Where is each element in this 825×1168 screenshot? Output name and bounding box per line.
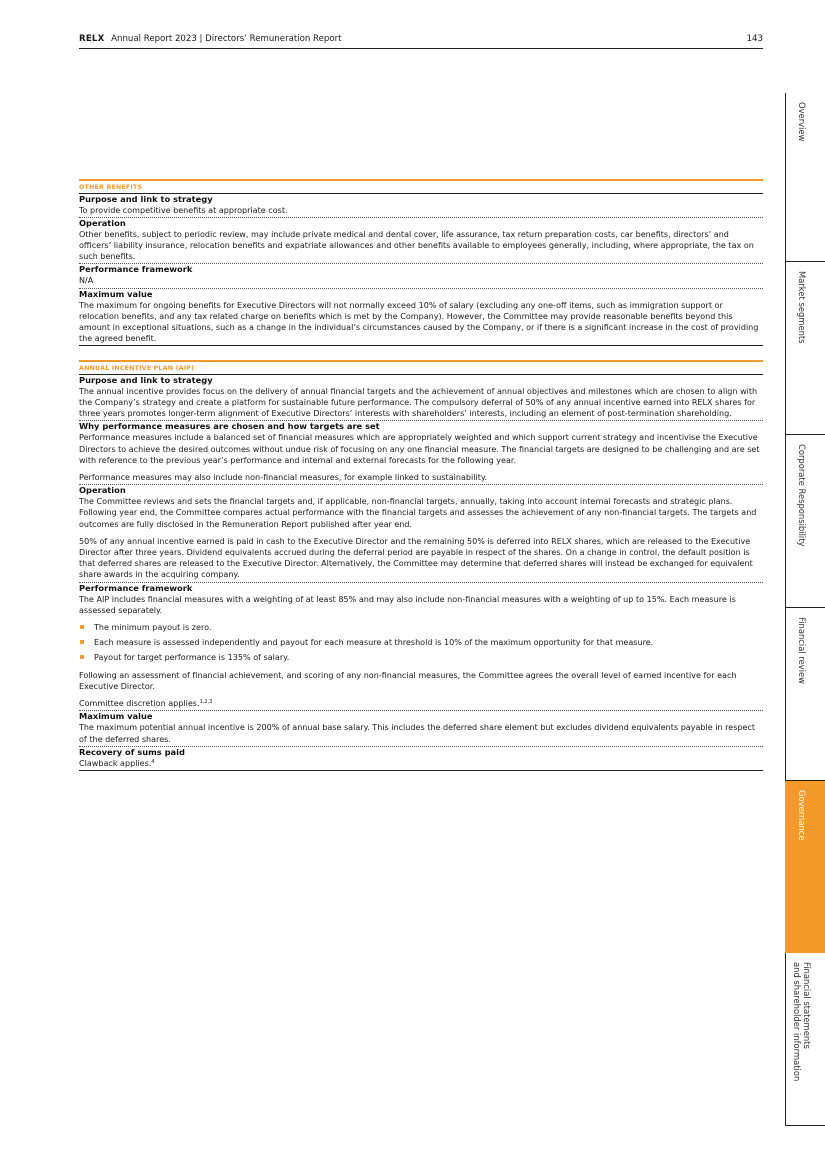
side-tab-market-segments[interactable] xyxy=(785,262,825,435)
purpose-text: The annual incentive provides focus on the delivery of annual financial targets and the achievement of annual objectives and milestones which are chosen to align with the Company’s strategy and create a platform for sustainable future performance. The compulsory deferral of 50% of any annual incentive earned into RELX shares for three years promotes longer-term alignment of Executive Directors’ interests with shareholders’ interests, including an element of post-termination shareholding. xyxy=(79,386,758,419)
bullet-text: The minimum payout is zero. xyxy=(94,623,212,633)
performance-text: The AIP includes financial measures with a weighting of at least 85% and may also include non-financial measures with a weighting of up to 15%. Each measure is assessed separately. xyxy=(79,594,736,615)
side-tab-corporate-responsibility[interactable] xyxy=(785,435,825,608)
why-measures-heading: Why performance measures are chosen and how targets are set xyxy=(79,421,380,432)
brand-name: RELX xyxy=(79,34,105,44)
side-tab-label: Governance xyxy=(797,790,807,841)
why-measures-block xyxy=(79,421,763,485)
discretion-text xyxy=(79,698,763,709)
maximum-block xyxy=(79,711,763,746)
side-tab-label: Financial statements and shareholder information xyxy=(792,962,812,1082)
recovery-heading: Recovery of sums paid xyxy=(79,746,185,757)
recovery-text xyxy=(79,758,763,769)
operation-heading: Operation xyxy=(79,485,126,496)
side-tab-label: Overview xyxy=(797,102,807,142)
purpose-heading: Purpose and link to strategy xyxy=(79,374,213,385)
operation-block xyxy=(79,485,763,582)
bullet-list xyxy=(79,622,763,664)
performance-heading: Performance framework xyxy=(79,264,193,275)
bullet-text: Each measure is assessed independently and payout for each measure at threshold is 10% of the maximum opportunity for that measure. xyxy=(94,638,654,648)
main-content xyxy=(79,179,763,771)
operation-heading: Operation xyxy=(79,217,126,228)
other-benefits-section xyxy=(79,179,763,346)
footnote-ref: 4 xyxy=(151,758,155,765)
why-measures-text-2: Performance measures may also include non-financial measures, for example linked to sustainability. xyxy=(79,473,488,483)
section-rule xyxy=(79,179,763,181)
bullet-item xyxy=(79,622,763,633)
section-title: OTHER BENEFITS xyxy=(79,183,763,194)
header-rule xyxy=(79,48,763,49)
section-title: ANNUAL INCENTIVE PLAN (AIP) xyxy=(79,364,763,375)
performance-text: N/A xyxy=(79,276,94,286)
why-measures-text: Performance measures include a balanced set of financial measures which are appropriately weighted and which support current strategy and incentivise the Executive Directors to achieve the desired outcomes without undue risk of focusing on any one financial measure. The financial targets are designed to be challenging and are set with reference to the previous year’s performance and internal and external forecasts for the following year. xyxy=(79,433,760,465)
operation-text: The Committee reviews and sets the financial targets and, if applicable, non-financial targets, annually, taking into account internal forecasts and strategic plans. Following year end, the Committee compares actual performance with the financial targets and assesses the achievement of any non-financial targets. The targets and outcomes are fully disclosed in the Remuneration Report published after year end. xyxy=(79,497,757,529)
bullet-square-icon xyxy=(80,625,84,629)
side-tab-label: Market segments xyxy=(797,271,807,344)
side-tab-label: Corporate Responsibility xyxy=(797,444,807,547)
side-tab-financial-statements[interactable] xyxy=(785,953,825,1126)
recovery-block xyxy=(79,747,763,771)
performance-block xyxy=(79,264,763,288)
bullet-text: Payout for target performance is 135% of salary. xyxy=(94,653,290,663)
page-number: 143 xyxy=(746,34,763,44)
side-tab-governance[interactable] xyxy=(785,781,825,953)
maximum-block xyxy=(79,289,763,347)
operation-text: Other benefits, subject to periodic review, may include private medical and dental cover, life assurance, tax return preparation costs, car benefits, directors’ and officers’ liability insurance, relocation benefits and expatriate allowances and other benefits available to employees generally, including, where appropriate, the tax on such benefits. xyxy=(79,229,754,262)
operation-text-2: 50% of any annual incentive earned is paid in cash to the Executive Director and the remaining 50% is deferred into RELX shares, which are released to the Executive Director after three years. Dividend equivalents accrued during the deferral period are payable in respect of the shares. On a change in control, the default position is that deferred shares are released to the Executive Director. Alternatively, the Committee may determine that deferred shares will instead be exchanged for equivalent share awards in the acquiring company. xyxy=(79,536,753,580)
side-tab-financial-review[interactable] xyxy=(785,608,825,781)
bullet-square-icon xyxy=(80,655,84,659)
bullet-square-icon xyxy=(80,640,84,644)
operation-block xyxy=(79,218,763,265)
purpose-heading: Purpose and link to strategy xyxy=(79,193,213,204)
maximum-heading: Maximum value xyxy=(79,711,153,722)
side-tab-label: Financial review xyxy=(797,617,807,685)
page-header xyxy=(79,33,763,47)
section-rule xyxy=(79,360,763,362)
maximum-text: The maximum potential annual incentive is 200% of annual base salary. This includes the deferred share element but excludes dividend equivalents payable in respect of the deferred shares. xyxy=(79,723,756,744)
performance-heading: Performance framework xyxy=(79,582,193,593)
performance-text-2: Following an assessment of financial achievement, and scoring of any non-financial measures, the Committee agrees the overall level of earned incentive for each Executive Director. xyxy=(79,670,737,691)
recovery-label: Clawback applies. xyxy=(79,758,152,768)
aip-section xyxy=(79,360,763,771)
purpose-block xyxy=(79,194,763,218)
purpose-block xyxy=(79,375,763,422)
performance-block xyxy=(79,583,763,712)
discretion-label: Committee discretion applies. xyxy=(79,699,200,709)
purpose-text: To provide competitive benefits at appropriate cost. xyxy=(79,205,288,215)
footnote-ref: 1,2,3 xyxy=(199,699,213,706)
report-title: Annual Report 2023 | Directors’ Remuneration Report xyxy=(111,34,342,44)
side-tab-overview[interactable] xyxy=(785,93,825,262)
maximum-heading: Maximum value xyxy=(79,288,153,299)
bullet-item xyxy=(79,637,763,648)
maximum-text: The maximum for ongoing benefits for Executive Directors will not normally exceed 10% of salary (excluding any one-off items, such as immigration support or relocation benefits, and any tax related charge on benefits which is met by the Company). However, the Committee may provide reasonable benefits beyond this amount in exceptional situations, such as a change in the individual’s circumstances caused by the Company, or if there is a significant increase in the cost of providing the agreed benefit. xyxy=(79,300,759,344)
bullet-item xyxy=(79,652,763,663)
